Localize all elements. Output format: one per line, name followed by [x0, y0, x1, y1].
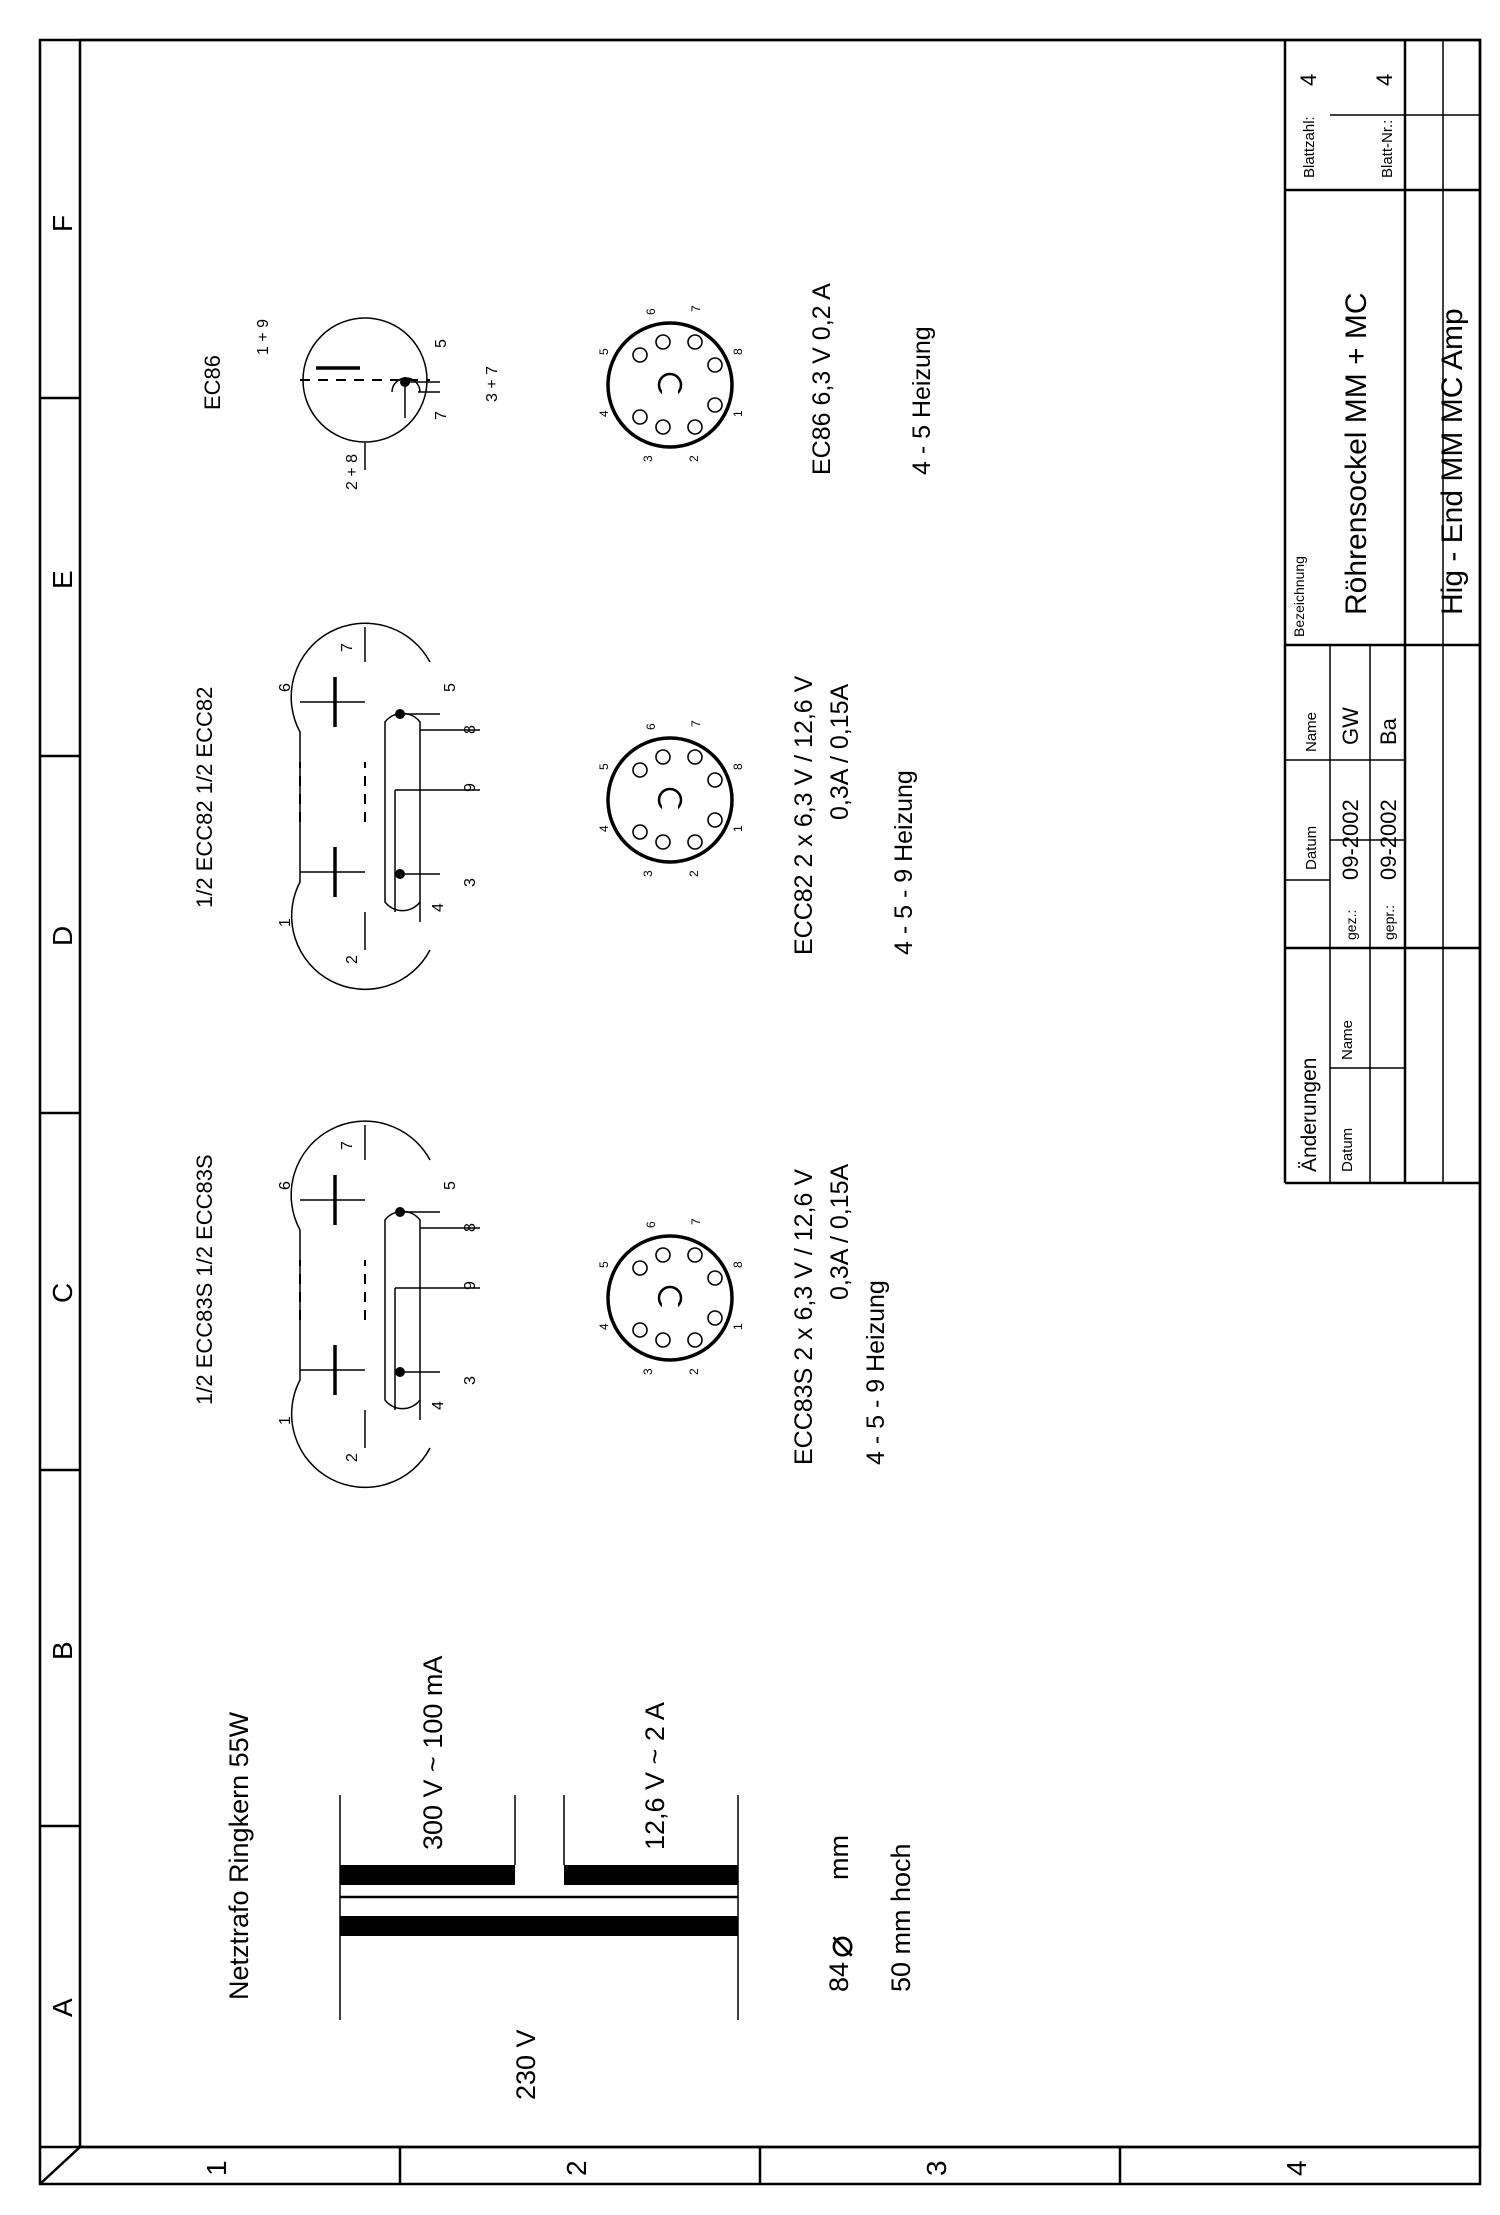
ecc82-heater: 4 - 5 - 9 Heizung	[890, 770, 918, 955]
zone-letter-f: F	[47, 214, 78, 232]
transformer-height: 50 mm hoch	[886, 1843, 916, 1992]
ecc82-socket-pin-3: 3	[641, 870, 655, 877]
drawing-subtitle: Hig - End MM MC Amp	[1436, 308, 1469, 615]
blattnr-label: Blatt-Nr.:	[1379, 119, 1396, 178]
ecc83-pin-9: 9	[462, 1281, 479, 1290]
ecc83-socket-pin-1: 1	[731, 1323, 745, 1330]
ec86-socket-pin-2: 2	[687, 455, 701, 462]
ecc83-socket-pin-5: 5	[597, 1261, 611, 1268]
ec86-pin-2-8: 2 + 8	[344, 453, 361, 490]
ecc83-socket-pin-3: 3	[641, 1368, 655, 1375]
name-header: Name	[1303, 711, 1320, 752]
core-bar-left	[340, 1916, 738, 1936]
ec86-pin-7: 7	[433, 411, 450, 420]
ecc82-socket-pin-2: 2	[687, 870, 701, 877]
ec86-header: EC86	[200, 354, 225, 410]
core-bar-top-a	[340, 1865, 515, 1885]
blattzahl-label: Blattzahl:	[1301, 116, 1318, 178]
ecc82-socket-pin-1: 1	[731, 825, 745, 832]
transformer-symbol	[340, 1795, 738, 2020]
gepr-datum: 09-2002	[1376, 799, 1401, 880]
ecc82-socket-pin-6: 6	[644, 723, 658, 730]
ecc82-header: 1/2 ECC82 1/2 ECC82	[192, 686, 217, 908]
ec86-pin-3-7: 3 + 7	[484, 365, 501, 402]
gez-name: GW	[1338, 707, 1363, 745]
ecc83-spec: ECC83S 2 x 6,3 V / 12,6 V	[790, 1169, 818, 1465]
transformer-primary: 230 V	[511, 2029, 541, 2100]
ecc82-tube-symbol	[291, 623, 480, 989]
zone-letter-c: C	[47, 1282, 78, 1303]
aend-datum-header: Datum	[1339, 1127, 1356, 1172]
ecc82-pin-8: 8	[462, 725, 479, 734]
ecc82-socket	[608, 738, 732, 862]
ecc83-pin-4: 4	[430, 1401, 447, 1410]
datum-header: Datum	[1303, 825, 1320, 870]
gez-label: gez.:	[1343, 909, 1359, 940]
ecc82-pin-3: 3	[462, 878, 479, 887]
ecc83-pin-7: 7	[339, 1141, 356, 1150]
ecc83-socket	[608, 1236, 732, 1360]
gepr-name: Ba	[1376, 718, 1401, 745]
ecc83-tube-symbol	[291, 1121, 480, 1487]
ecc83-header: 1/2 ECC83S 1/2 ECC83S	[192, 1154, 217, 1405]
ec86-heater: 4 - 5 Heizung	[908, 326, 936, 475]
ecc82-pin-9: 9	[462, 783, 479, 792]
zone-number-2: 2	[561, 2160, 592, 2176]
ecc82-socket-pin-5: 5	[597, 763, 611, 770]
ec86-socket-pin-5: 5	[597, 348, 611, 355]
blattnr-value: 4	[1372, 73, 1397, 86]
ecc83-current: 0,3A / 0,15A	[826, 1163, 854, 1300]
ecc83-pin-1: 1	[277, 1416, 294, 1425]
ec86-socket-pin-6: 6	[644, 308, 658, 315]
zone-letter-e: E	[47, 570, 78, 589]
ec86-tube-symbol	[296, 318, 440, 470]
zone-letter-d: D	[47, 925, 78, 946]
ecc83-pin-5: 5	[442, 1181, 459, 1190]
blattzahl-value: 4	[1296, 73, 1321, 86]
zone-number-ticks	[400, 2147, 1120, 2184]
ec86-socket-pin-3: 3	[641, 455, 655, 462]
zone-letter-b: B	[47, 1641, 78, 1660]
ecc83-socket-pin-2: 2	[687, 1368, 701, 1375]
gez-datum: 09-2002	[1338, 799, 1363, 880]
ecc82-socket-pin-7: 7	[689, 720, 703, 727]
ecc82-socket-pin-8: 8	[731, 763, 745, 770]
ec86-socket-pin-8: 8	[731, 348, 745, 355]
ecc82-pin-4: 4	[430, 903, 447, 912]
diameter-icon: ⌀	[819, 1935, 861, 1958]
outer-border	[40, 40, 1480, 2184]
ecc82-current: 0,3A / 0,15A	[826, 683, 854, 820]
zone-number-3: 3	[921, 2160, 952, 2176]
transformer-size-unit: mm	[824, 1835, 854, 1880]
zone-letter-ticks	[40, 398, 80, 1826]
ecc83-pin-2: 2	[344, 1453, 361, 1462]
transformer-size-value: 84	[824, 1961, 854, 1992]
ecc82-pin-1: 1	[277, 918, 294, 927]
inner-border	[80, 40, 1480, 2147]
ecc82-pin-6: 6	[277, 683, 294, 692]
ec86-socket	[608, 323, 732, 447]
drawing-title: Röhrensockel MM + MC	[1340, 292, 1373, 615]
corner-diagonal	[40, 2147, 80, 2184]
zone-number-1: 1	[201, 2160, 232, 2176]
transformer-title: Netztrafo Ringkern 55W	[224, 1711, 254, 2000]
ecc83-socket-pin-8: 8	[731, 1261, 745, 1268]
ecc82-pin-7: 7	[339, 643, 356, 652]
zone-letter-a: A	[47, 1998, 78, 2017]
ec86-socket-pin-7: 7	[689, 305, 703, 312]
ec86-socket-pin-4: 4	[597, 410, 611, 417]
zone-number-4: 4	[1281, 2160, 1312, 2176]
ecc83-pin-6: 6	[277, 1181, 294, 1190]
ec86-pin-1-9: 1 + 9	[255, 318, 272, 355]
transformer-secondary-1: 300 V ~ 100 mA	[418, 1655, 448, 1850]
ecc83-socket-pin-6: 6	[644, 1221, 658, 1228]
ecc82-spec: ECC82 2 x 6,3 V / 12,6 V	[790, 675, 818, 955]
ec86-pin-5: 5	[433, 339, 450, 348]
transformer-secondary-2: 12,6 V ~ 2 A	[640, 1702, 670, 1850]
ec86-socket-pin-1: 1	[731, 410, 745, 417]
aend-name-header: Name	[1339, 1019, 1356, 1060]
ecc82-pin-2: 2	[344, 955, 361, 964]
aenderungen-label: Änderungen	[1298, 1057, 1321, 1172]
ecc82-socket-pin-4: 4	[597, 825, 611, 832]
ecc83-socket-pin-4: 4	[597, 1323, 611, 1330]
gepr-label: gepr.:	[1381, 904, 1397, 940]
core-bar-top-b	[564, 1865, 738, 1885]
bezeichnung-label: Bezeichnung	[1291, 556, 1307, 637]
ecc83-pin-8: 8	[462, 1223, 479, 1232]
ecc83-socket-pin-7: 7	[689, 1218, 703, 1225]
ec86-spec: EC86 6,3 V 0,2 A	[808, 283, 836, 475]
ecc82-pin-5: 5	[442, 683, 459, 692]
ecc83-pin-3: 3	[462, 1376, 479, 1385]
ecc83-heater: 4 - 5 - 9 Heizung	[862, 1280, 890, 1465]
